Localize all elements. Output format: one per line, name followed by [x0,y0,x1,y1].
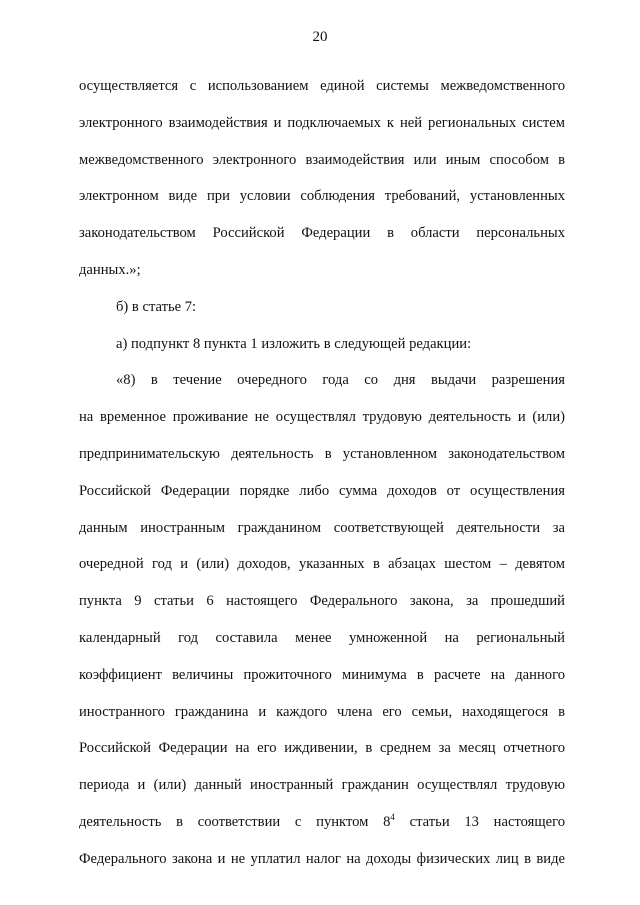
document-body [79,68,565,878]
text-line: электронном виде при условии соблюдения требований, установленных [79,188,565,205]
page-number: 20 [312,29,328,45]
text-line-with-superscript [79,804,565,841]
text-line: на временное проживание не осуществлял трудовую деятельность и (или) [79,409,565,426]
text-line: Российской Федерации на его иждивении, в среднем за месяц отчетного [79,740,565,757]
text-line: осуществляется с использованием единой системы межведомственного [79,78,565,94]
text-line: пункта 9 статьи 6 настоящего Федерального закона, за прошедший [79,593,565,610]
text-line: законодательством Российской Федерации в области персональных [79,225,565,242]
text-line: электронного взаимодействия и подключаемых к ней региональных систем [79,114,565,131]
text-line: «8) в течение очередного года со дня выдачи разрешения [116,372,565,389]
text-line: межведомственного электронного взаимодействия или иным способом в [79,151,565,168]
text-line: коэффициент величины прожиточного минимума в расчете на данного [79,666,565,683]
text-line: календарный год составила менее умноженной на региональный [79,629,565,646]
text-line: данным иностранным гражданином соответствующей деятельности за [79,519,565,536]
text-line: периода и (или) данный иностранный гражданин осуществлял трудовую [79,777,565,794]
line-text-before: деятельность в соответствии с пунктом 8 [79,813,391,830]
line-text-after: статьи 13 настоящего [394,813,565,830]
text-line: а) подпункт 8 пункта 1 изложить в следующей редакции: [116,335,472,352]
superscript: 4 [390,811,395,822]
text-line: данных.»; [79,261,141,278]
text-line: Российской Федерации порядке либо сумма доходов от осуществления [79,482,565,499]
text-line: б) в статье 7: [116,298,197,315]
text-line: иностранного гражданина и каждого члена его семьи, находящегося в [79,703,565,720]
text-line: очередной год и (или) доходов, указанных в абзацах шестом – девятом [79,556,565,573]
text-line: Федерального закона и не уплатил налог на доходы физических лиц в виде [79,850,565,867]
text-line: предпринимательскую деятельность в установленном законодательством [79,445,565,462]
